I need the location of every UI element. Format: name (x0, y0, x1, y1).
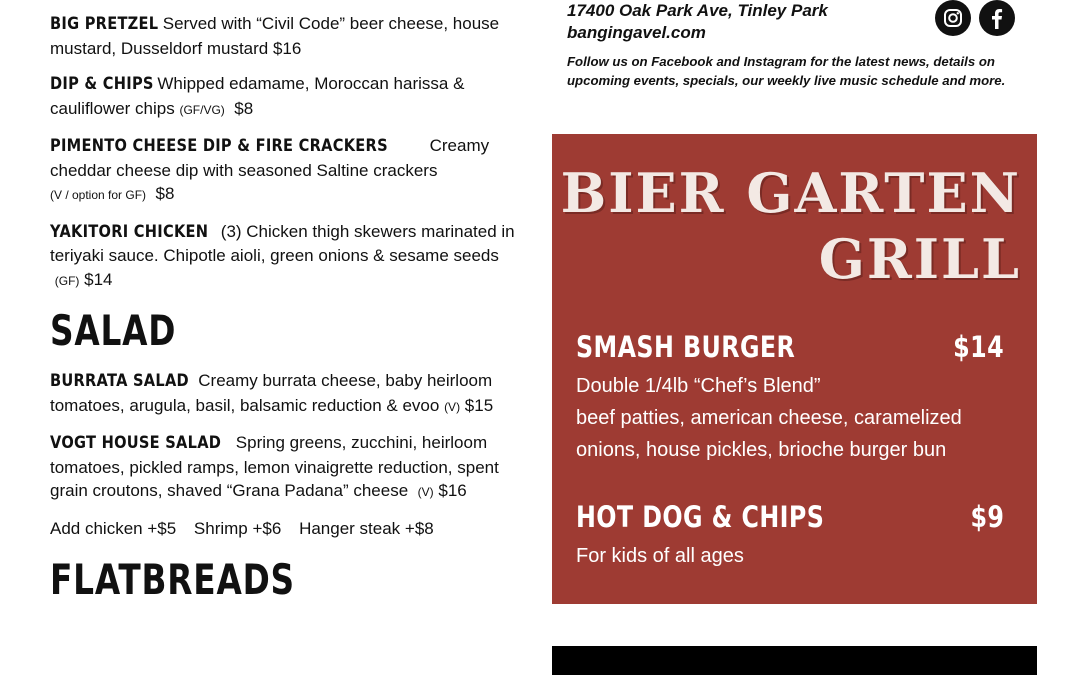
left-column (50, 0, 530, 604)
item-name: BIG PRETZEL (50, 14, 159, 34)
menu-item (50, 72, 530, 122)
follow-text: Follow us on Facebook and Instagram for the latest news, details on upcoming events, specials, our weekly live music schedule and more. (567, 54, 1006, 88)
section-heading-salad: SALAD (50, 306, 177, 355)
item-name: BURRATA SALAD (50, 371, 189, 391)
panel-item-desc (576, 540, 1004, 572)
item-price: $8 (155, 184, 175, 203)
item-name: YAKITORI CHICKEN (50, 221, 209, 242)
item-desc: Creamy cheddar cheese dip with seasoned Saltine crackers (50, 136, 490, 180)
item-price: $14 (84, 269, 113, 289)
panel-item-price: $9 (970, 500, 1004, 534)
panel-item (576, 500, 1004, 572)
item-desc: (3) Chicken thigh skewers marinated in teriyaki sauce. Chipotle aioli, green onions & sesame seeds (50, 221, 515, 265)
address: 17400 Oak Park Ave, Tinley Park (567, 1, 828, 20)
menu-item (50, 369, 530, 419)
panel-title (561, 160, 1021, 292)
panel-item-desc-line1: For kids of all ages (576, 545, 744, 567)
social-icons (935, 0, 1015, 36)
panel-item-desc-line1: Double 1/4lb “Chef’s Blend” (576, 375, 821, 397)
item-tag: (V) (444, 399, 461, 414)
panel-item-name: SMASH BURGER (576, 330, 796, 364)
panel-title-line2: GRILL (818, 227, 1021, 291)
facebook-icon[interactable] (979, 0, 1015, 36)
menu-item (50, 220, 530, 294)
item-tag: (V) (417, 485, 434, 499)
panel-item (576, 330, 1004, 466)
addon-chicken: Add chicken +$5 (50, 518, 177, 538)
item-price: $8 (234, 98, 254, 118)
item-price: $16 (438, 481, 467, 500)
salad-addons (50, 517, 530, 540)
addon-steak: Hanger steak +$8 (299, 518, 434, 538)
panel-item-desc (576, 370, 1004, 466)
bier-garten-panel (552, 134, 1037, 604)
panel-title-line1: BIER GARTEN (560, 161, 1021, 225)
item-desc: Whipped edamame, Moroccan harissa & cauliflower chips (50, 74, 465, 118)
item-tag: (GF) (54, 273, 80, 288)
footer-black-bar (552, 646, 1037, 675)
instagram-icon[interactable] (935, 0, 971, 36)
addon-shrimp: Shrimp +$6 (193, 518, 282, 538)
menu-item (50, 134, 530, 208)
item-desc: Served with “Civil Code” beer cheese, house mustard, Dusseldorf mustard $16 (50, 14, 500, 58)
item-tag: (V / option for GF) (50, 188, 147, 202)
item-name: PIMENTO CHEESE DIP & FIRE CRACKERS (50, 136, 388, 156)
menu-item (50, 431, 530, 505)
panel-item-desc-line2: beef patties, american cheese, caramelized onions, house pickles, brioche burger bun (576, 407, 962, 461)
menu-item (50, 12, 530, 60)
section-heading-flatbreads: FLATBREADS (50, 554, 295, 604)
item-tag: (GF/VG) (179, 102, 225, 117)
website-link[interactable]: bangingavel.com (567, 23, 706, 42)
item-name: VOGT HOUSE SALAD (50, 433, 222, 453)
item-desc: Creamy burrata cheese, baby heirloom tomatoes, arugula, basil, balsamic reduction & evoo (50, 371, 493, 415)
item-price: $15 (464, 395, 494, 415)
item-name: DIP & CHIPS (50, 74, 154, 94)
item-desc: Spring greens, zucchini, heirloom tomatoes, pickled ramps, lemon vinaigrette reduction, spent grain croutons, shaved “Grana Padana” cheese (50, 433, 499, 500)
panel-item-price: $14 (953, 330, 1004, 364)
panel-item-name: HOT DOG & CHIPS (576, 500, 825, 534)
